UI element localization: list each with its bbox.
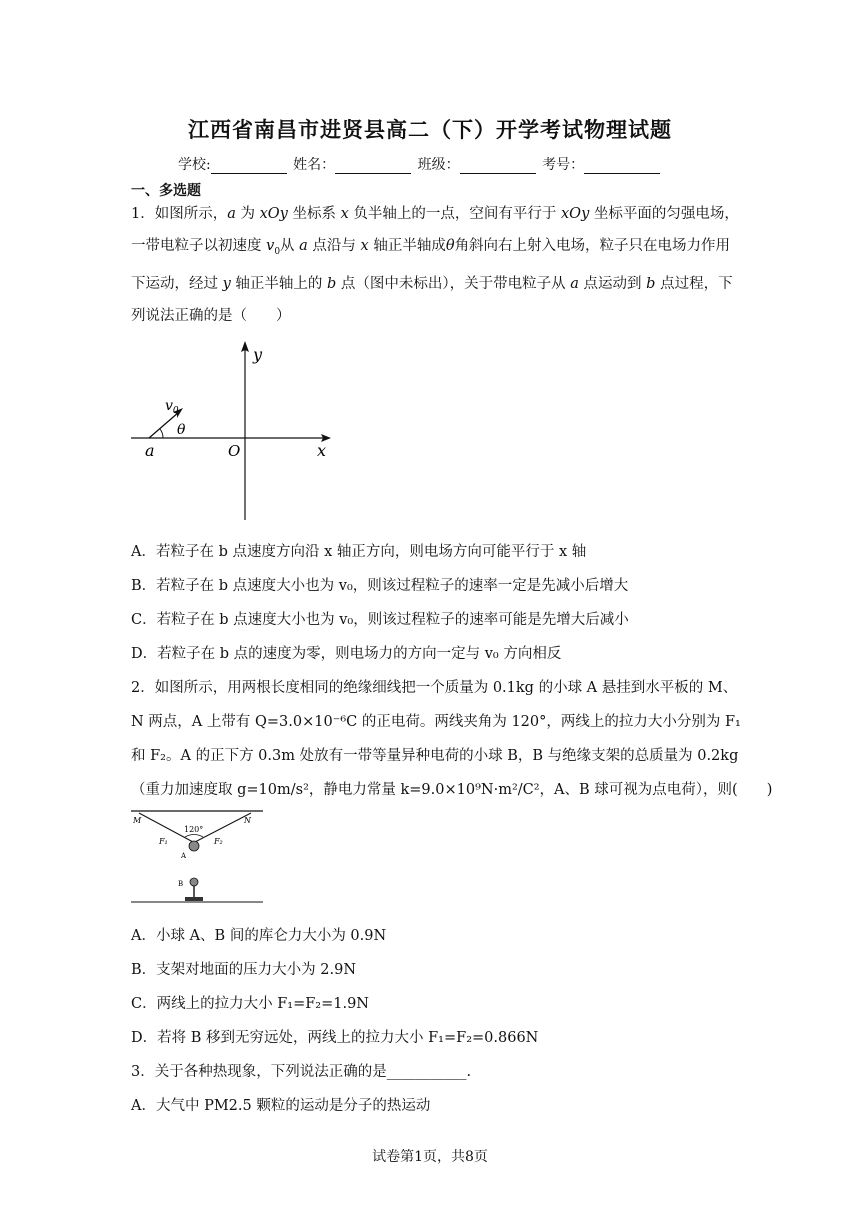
exam-no-label: 考号： xyxy=(542,157,585,173)
fig1-theta-label: θ xyxy=(177,422,186,438)
q1-option-c: C．若粒子在 b 点速度大小也为 v₀，则该过程粒子的速率可能是先增大后减小 xyxy=(131,612,629,628)
school-label: 学校: xyxy=(178,157,211,173)
fig2-b-label: B xyxy=(178,880,184,888)
question-2-line-1: 2．如图所示，用两根长度相同的绝缘细线把一个质量为 0.1kg 的小球 A 悬挂到水平板的 M、 xyxy=(131,680,738,696)
fig1-v0-label: $v_0$ xyxy=(165,398,179,416)
fig2-angle-label: 120° xyxy=(184,825,204,834)
school-blank[interactable] xyxy=(211,159,287,174)
figure-2-suspended-ball-diagram xyxy=(131,806,266,912)
name-label: 姓名： xyxy=(293,157,336,173)
question-2-line-2: N 两点，A 上带有 Q=3.0×10⁻⁶C 的正电荷。两线夹角为 120°，两线上的拉力大小分别为 F₁ xyxy=(131,714,741,730)
fig1-y-label: y xyxy=(253,345,263,364)
q2-option-b: B．支架对地面的压力大小为 2.9N xyxy=(131,962,357,978)
q2-option-d: D．若将 B 移到无穷远处，两线上的拉力大小 F₁=F₂=0.866N xyxy=(131,1030,539,1046)
page-title: 江西省南昌市进贤县高二（下）开学考试物理试题 xyxy=(188,118,672,142)
fig2-m-label: M xyxy=(133,816,142,825)
student-info xyxy=(178,154,662,174)
q1-option-d: D．若粒子在 b 点的速度为零，则电场力的方向一定与 v₀ 方向相反 xyxy=(131,646,562,662)
q1-option-a: A．若粒子在 b 点速度方向沿 x 轴正方向，则电场方向可能平行于 x 轴 xyxy=(131,544,587,560)
fig1-a-label: a xyxy=(145,441,155,460)
fig1-origin-label: O xyxy=(228,442,241,460)
class-label: 班级： xyxy=(417,157,460,173)
q2-option-a: A．小球 A、B 间的库仑力大小为 0.9N xyxy=(131,928,387,944)
fig2-n-label: N xyxy=(244,816,251,825)
fig1-x-label: x xyxy=(317,441,327,460)
section-heading: 一、多选题 xyxy=(131,183,201,199)
fig2-a-label: A xyxy=(181,852,187,860)
fig2-f1-label: F₁ xyxy=(159,837,168,846)
q2-option-c: C．两线上的拉力大小 F₁=F₂=1.9N xyxy=(131,996,369,1012)
figure-1-coordinate-diagram xyxy=(131,338,341,523)
q1-option-b: B．若粒子在 b 点速度大小也为 v₀，则该过程粒子的速率一定是先减小后增大 xyxy=(131,578,629,594)
question-3-stem: 3．关于各种热现象，下列说法正确的是___________. xyxy=(131,1064,472,1080)
fig2-f2-label: F₂ xyxy=(214,837,223,846)
q3-option-a: A．大气中 PM2.5 颗粒的运动是分子的热运动 xyxy=(131,1098,431,1114)
exam-no-blank[interactable] xyxy=(584,159,660,174)
question-1-stem: 1．如图所示，a 为 xOy 坐标系 x 负半轴上的一点，空间有平行于 xOy 坐标平面的匀强电场，一带电粒子以初速度 $v_0$从 a 点沿与 x 轴正半轴成θ角斜向右上射入电场，粒子只在电场力作用下运动，经过 y 轴正半轴上的 b 点（图中未标出），关于带电粒子从 a 点运动到 b 点过程，下列说法正确的是（ ） xyxy=(131,206,739,324)
question-2-line-4: （重力加速度取 g=10m/s²，静电力常量 k=9.0×10⁹N·m²/C²，A、B 球可视为点电荷），则( ) xyxy=(131,782,773,798)
page-footer: 试卷第1页，共8页 xyxy=(372,1149,488,1165)
class-blank[interactable] xyxy=(460,159,536,174)
name-blank[interactable] xyxy=(335,159,411,174)
question-2-line-3: 和 F₂。A 的正下方 0.3m 处放有一带等量异种电荷的小球 B，B 与绝缘支架的总质量为 0.2kg xyxy=(131,748,739,764)
